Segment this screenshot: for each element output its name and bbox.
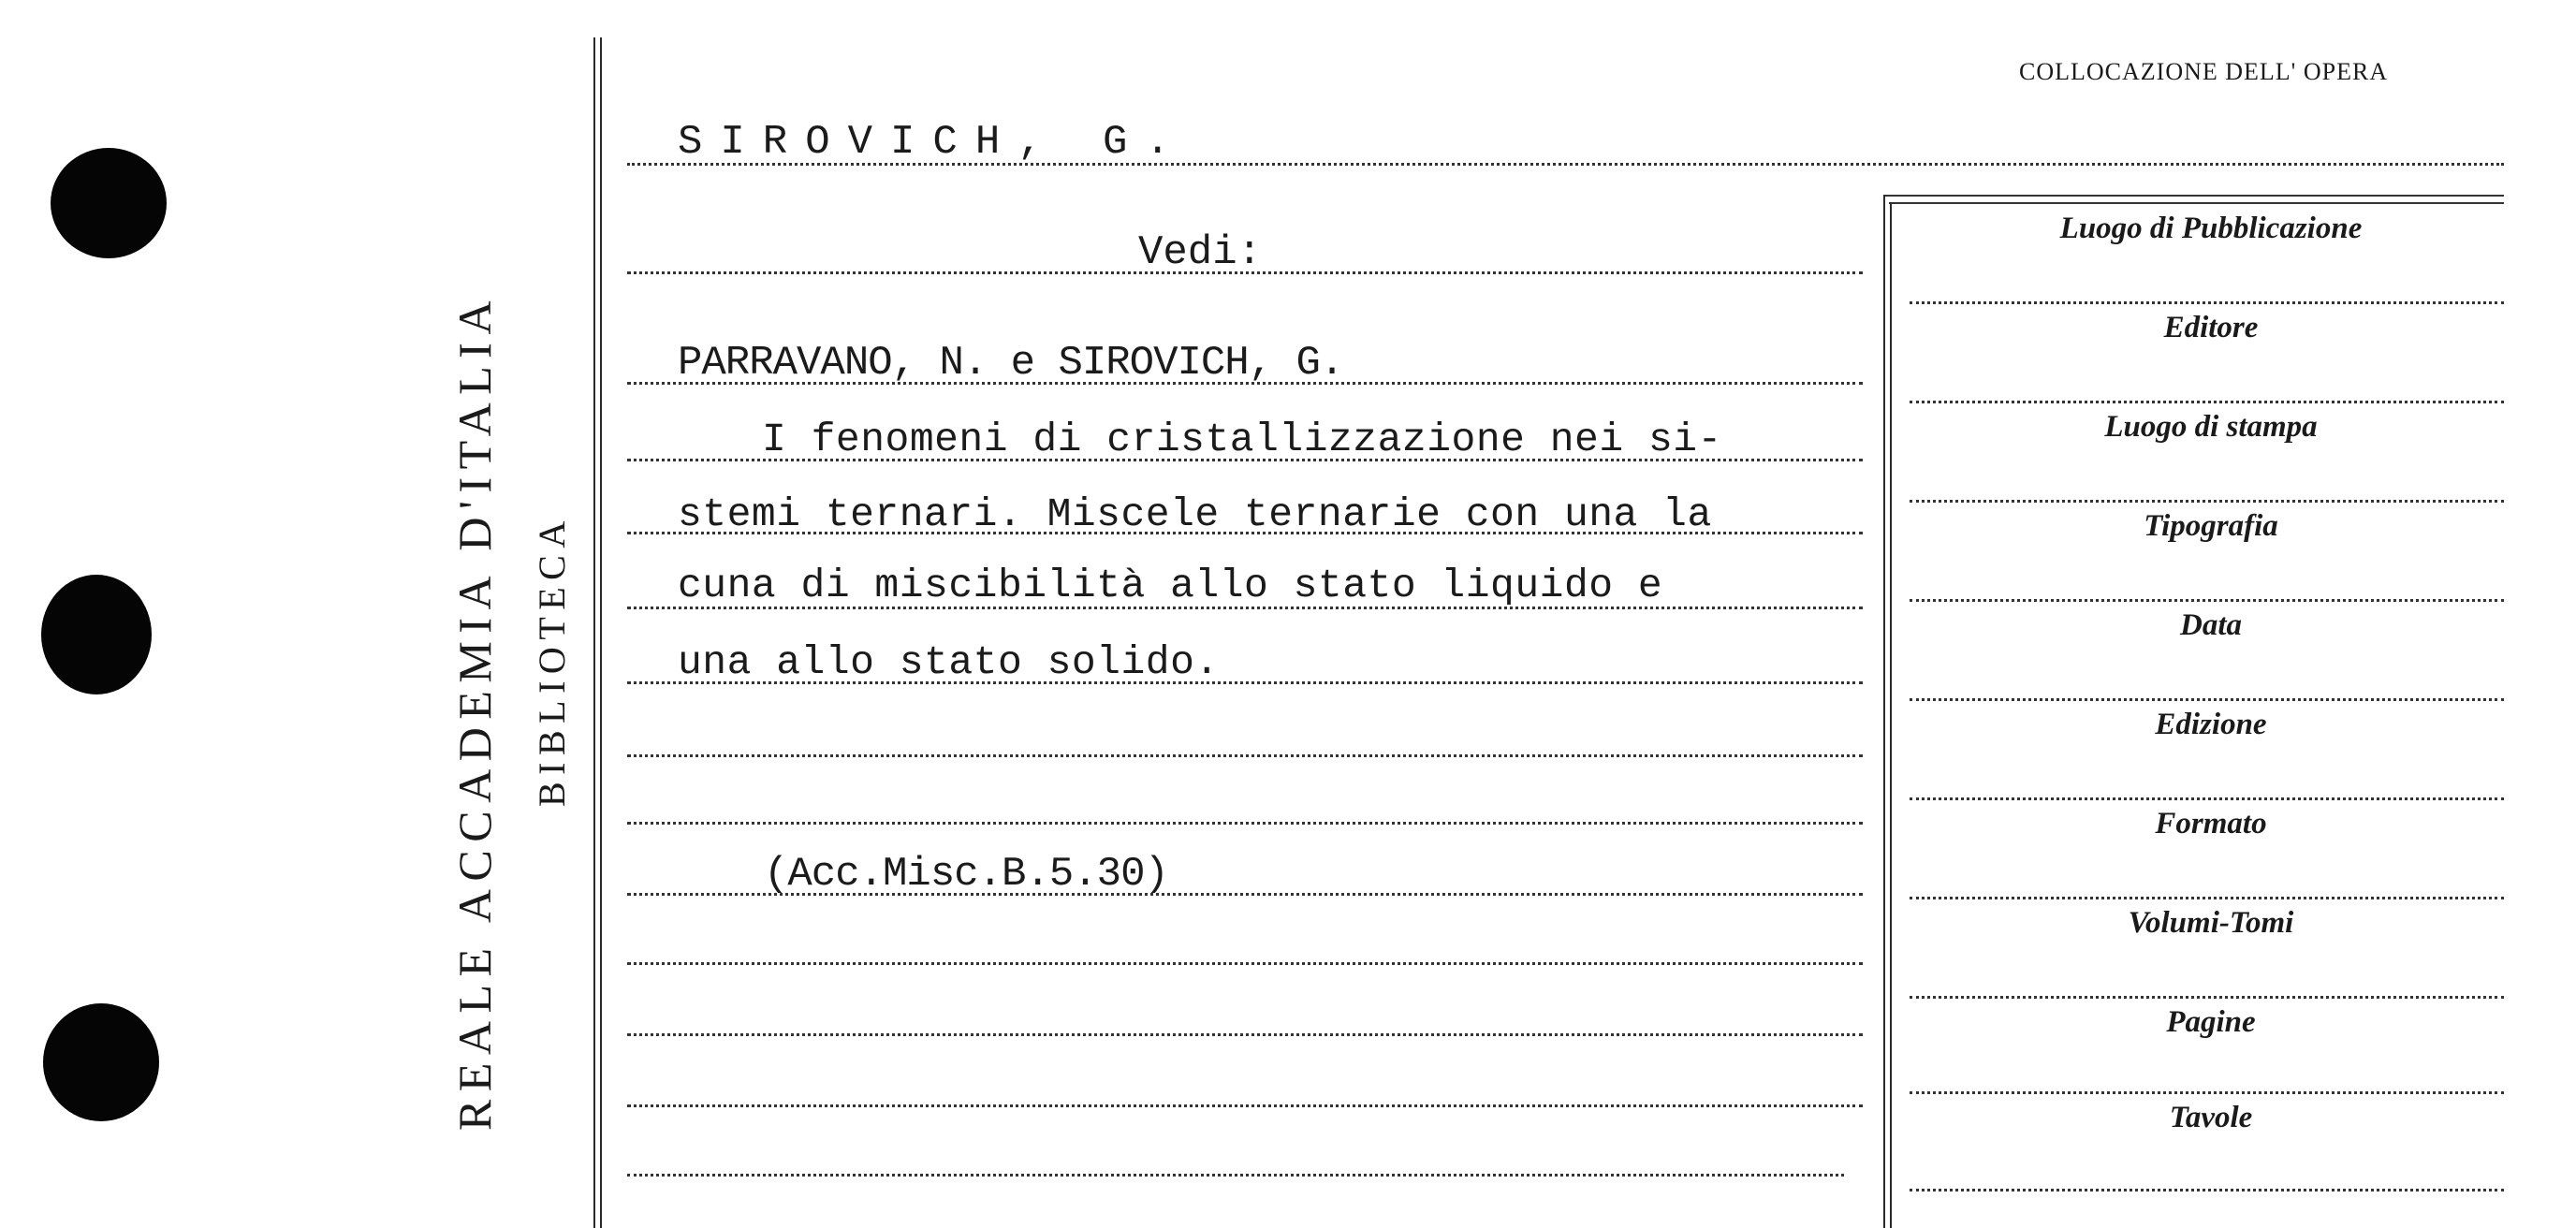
field-label-edizione: Edizione	[2155, 708, 2267, 741]
field-line	[1910, 500, 2504, 503]
field-label-data: Data	[2180, 608, 2242, 642]
field-line	[1910, 897, 2504, 899]
field-line	[1910, 797, 2504, 800]
authors-line: PARRAVANO, N. e SIROVICH, G.	[678, 340, 1344, 387]
title-line: stemi ternari. Miscele ternarie con una la	[678, 491, 1712, 537]
department-name: BIBLIOTECA	[531, 514, 573, 807]
field-line	[1910, 1189, 2504, 1191]
field-label-pagine: Pagine	[2166, 1005, 2256, 1039]
punch-hole	[43, 1003, 159, 1121]
dotted-line	[627, 754, 1863, 757]
main-heading: SIROVICH, G.	[678, 119, 1188, 166]
margin-rule	[600, 37, 602, 1228]
field-line	[1910, 301, 2504, 304]
shelfmark: (Acc.Misc.B.5.30)	[764, 851, 1168, 898]
dotted-line	[627, 1104, 1863, 1107]
dotted-line	[627, 962, 1863, 965]
title-line: I fenomeni di cristallizzazione nei si-	[762, 417, 1722, 462]
field-line	[1910, 996, 2504, 999]
dotted-line	[627, 1174, 1844, 1177]
institution-name: REALE ACCADEMIA D'ITALIA	[448, 292, 501, 1131]
punch-hole	[51, 148, 167, 258]
field-label-formato: Formato	[2155, 807, 2267, 841]
location-label: COLLOCAZIONE DELL' OPERA	[2019, 58, 2389, 85]
field-line	[1910, 401, 2504, 403]
title-line: una allo stato solido.	[678, 639, 1220, 685]
field-label-volumi-tomi: Volumi-Tomi	[2128, 906, 2294, 940]
field-line	[1910, 698, 2504, 701]
box-left-rule	[1883, 195, 1885, 1228]
box-top-rule	[1883, 195, 2504, 197]
dotted-line	[627, 1033, 1863, 1036]
title-line: cuna di miscibilità allo stato liquido e	[678, 563, 1663, 608]
field-label-luogo-stampa: Luogo di stampa	[2104, 410, 2318, 444]
field-line	[1910, 1091, 2504, 1094]
margin-rule	[593, 37, 595, 1228]
field-line	[1910, 599, 2504, 602]
field-label-tipografia: Tipografia	[2144, 509, 2278, 543]
dotted-line	[627, 822, 1863, 825]
field-label-editore: Editore	[2163, 311, 2259, 344]
field-label-tavole: Tavole	[2169, 1101, 2253, 1134]
see-reference: Vedi:	[1138, 229, 1263, 276]
box-left-rule	[1890, 202, 1892, 1228]
field-label-luogo-pubblicazione: Luogo di Pubblicazione	[2059, 212, 2363, 245]
punch-hole	[41, 575, 152, 694]
box-top-rule	[1889, 202, 2504, 204]
